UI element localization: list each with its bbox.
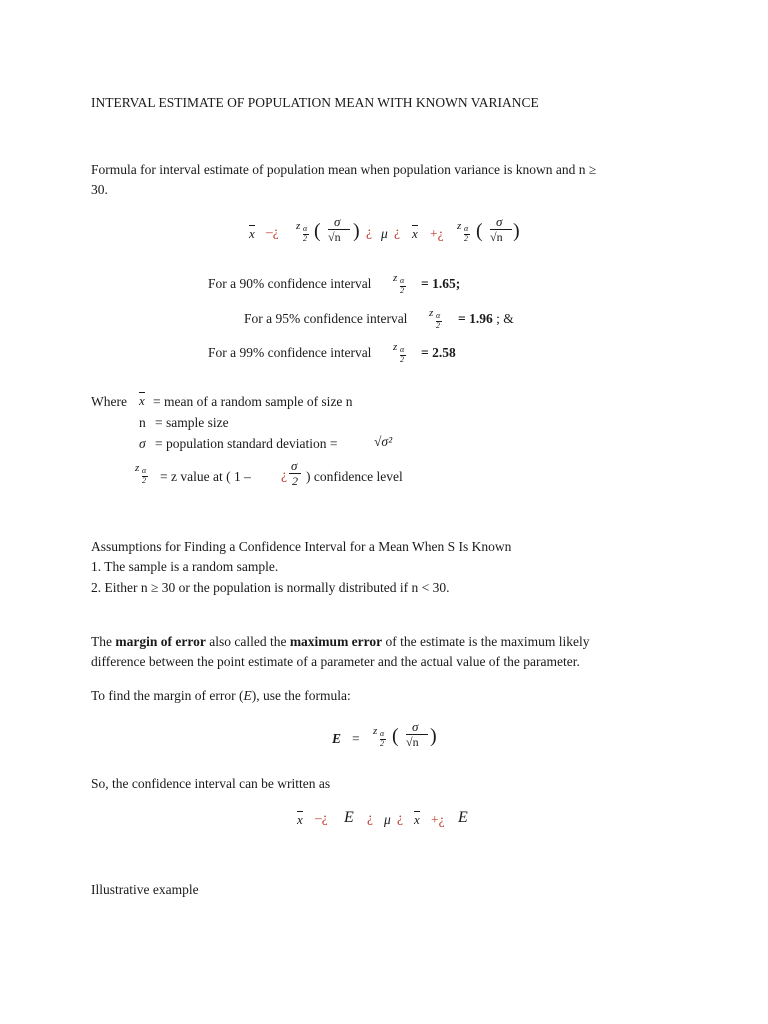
intro-line-1: Formula for interval estimate of population mean when population variance is known and n ≥ — [91, 162, 597, 177]
intro-line-2: 30. — [91, 182, 108, 197]
page-title: INTERVAL ESTIMATE OF POPULATION MEAN WITH KNOWN VARIANCE — [91, 95, 539, 110]
confidence-90-value: = 1.65; — [421, 276, 461, 291]
z-alpha-half: z α 2 — [296, 220, 308, 243]
illustrative-example-heading: Illustrative example — [91, 882, 199, 897]
ci-x-bar: x — [297, 812, 303, 827]
where-n-def: = sample size — [155, 415, 229, 430]
ci-plus: +¿ — [431, 812, 445, 827]
where-z-def: = z value at ( 1 – — [160, 469, 251, 484]
plus-symbol: +¿ — [430, 226, 444, 241]
ci-mu: μ — [384, 812, 391, 827]
ci-inverted-q-1: ¿ — [367, 810, 373, 825]
ci-inverted-q-2: ¿ — [397, 810, 403, 825]
assumptions-heading: Assumptions for Finding a Confidence Interval for a Mean When S Is Known — [91, 539, 512, 554]
ci-E-2: E — [458, 809, 468, 826]
where-x-bar: x — [139, 393, 145, 408]
E-symbol: E — [332, 731, 342, 746]
find-margin-line: To find the margin of error (E), use the formula: — [91, 688, 351, 703]
confidence-90-text: For a 90% confidence interval — [208, 276, 372, 291]
z-alpha-half-2: z α 2 — [457, 220, 469, 243]
ci-minus: –¿ — [315, 810, 328, 825]
z-alpha-half-95: z α 2 — [429, 307, 441, 330]
where-z-inverted-q: ¿ — [281, 467, 287, 482]
x-bar-symbol: x — [249, 226, 255, 241]
where-sigma-def: = population standard deviation = — [155, 436, 338, 451]
sqrt-sigma-squared: √σ² — [374, 434, 393, 449]
inverted-q-1: ¿ — [366, 224, 372, 239]
E-sigma-over-sqrt-n: σ √n — [406, 719, 428, 749]
margin-paragraph-line-1: The margin of error also called the maximum error of the estimate is the maximum likely — [91, 634, 590, 649]
minus-symbol: –¿ — [266, 224, 279, 239]
where-n-sym: n — [139, 415, 146, 430]
where-label: Where — [91, 394, 127, 409]
inverted-q-2: ¿ — [394, 224, 400, 239]
where-z-tail: ) confidence level — [306, 469, 403, 484]
E-equals: = — [352, 731, 360, 746]
margin-paragraph-line-2: difference between the point estimate of a parameter and the actual value of the parameter. — [91, 654, 580, 669]
confidence-95-value-row — [458, 309, 514, 329]
z-alpha-half-99: z α 2 — [393, 341, 405, 364]
where-sigma-over-2: σ 2 — [289, 458, 303, 488]
confidence-95-suffix: ; & — [492, 311, 514, 326]
assumption-item-2: 2. Either n ≥ 30 or the population is normally distributed if n < 30. — [91, 580, 450, 595]
where-sigma-sym: σ — [139, 436, 146, 451]
sigma-over-sqrt-n-2: σ √n — [490, 214, 512, 244]
assumption-item-1: 1. The sample is a random sample. — [91, 559, 279, 574]
E-z-alpha-half: z α 2 — [373, 725, 385, 748]
so-line: So, the confidence interval can be written as — [91, 776, 331, 791]
confidence-99-value: = 2.58 — [421, 345, 456, 360]
confidence-95-text: For a 95% confidence interval — [244, 311, 408, 326]
mu-symbol: μ — [381, 226, 388, 241]
confidence-95-value: = 1.96 — [458, 311, 493, 326]
z-alpha-half-90: z α 2 — [393, 272, 405, 295]
x-bar-symbol-2: x — [412, 226, 418, 241]
where-z-alpha-half: z α 2 — [135, 462, 147, 485]
ci-E-1: E — [344, 809, 354, 826]
confidence-99-text: For a 99% confidence interval — [208, 345, 372, 360]
where-x-def: = mean of a random sample of size n — [153, 394, 353, 409]
sigma-over-sqrt-n: σ √n — [328, 214, 350, 244]
ci-x-bar-2: x — [414, 812, 420, 827]
